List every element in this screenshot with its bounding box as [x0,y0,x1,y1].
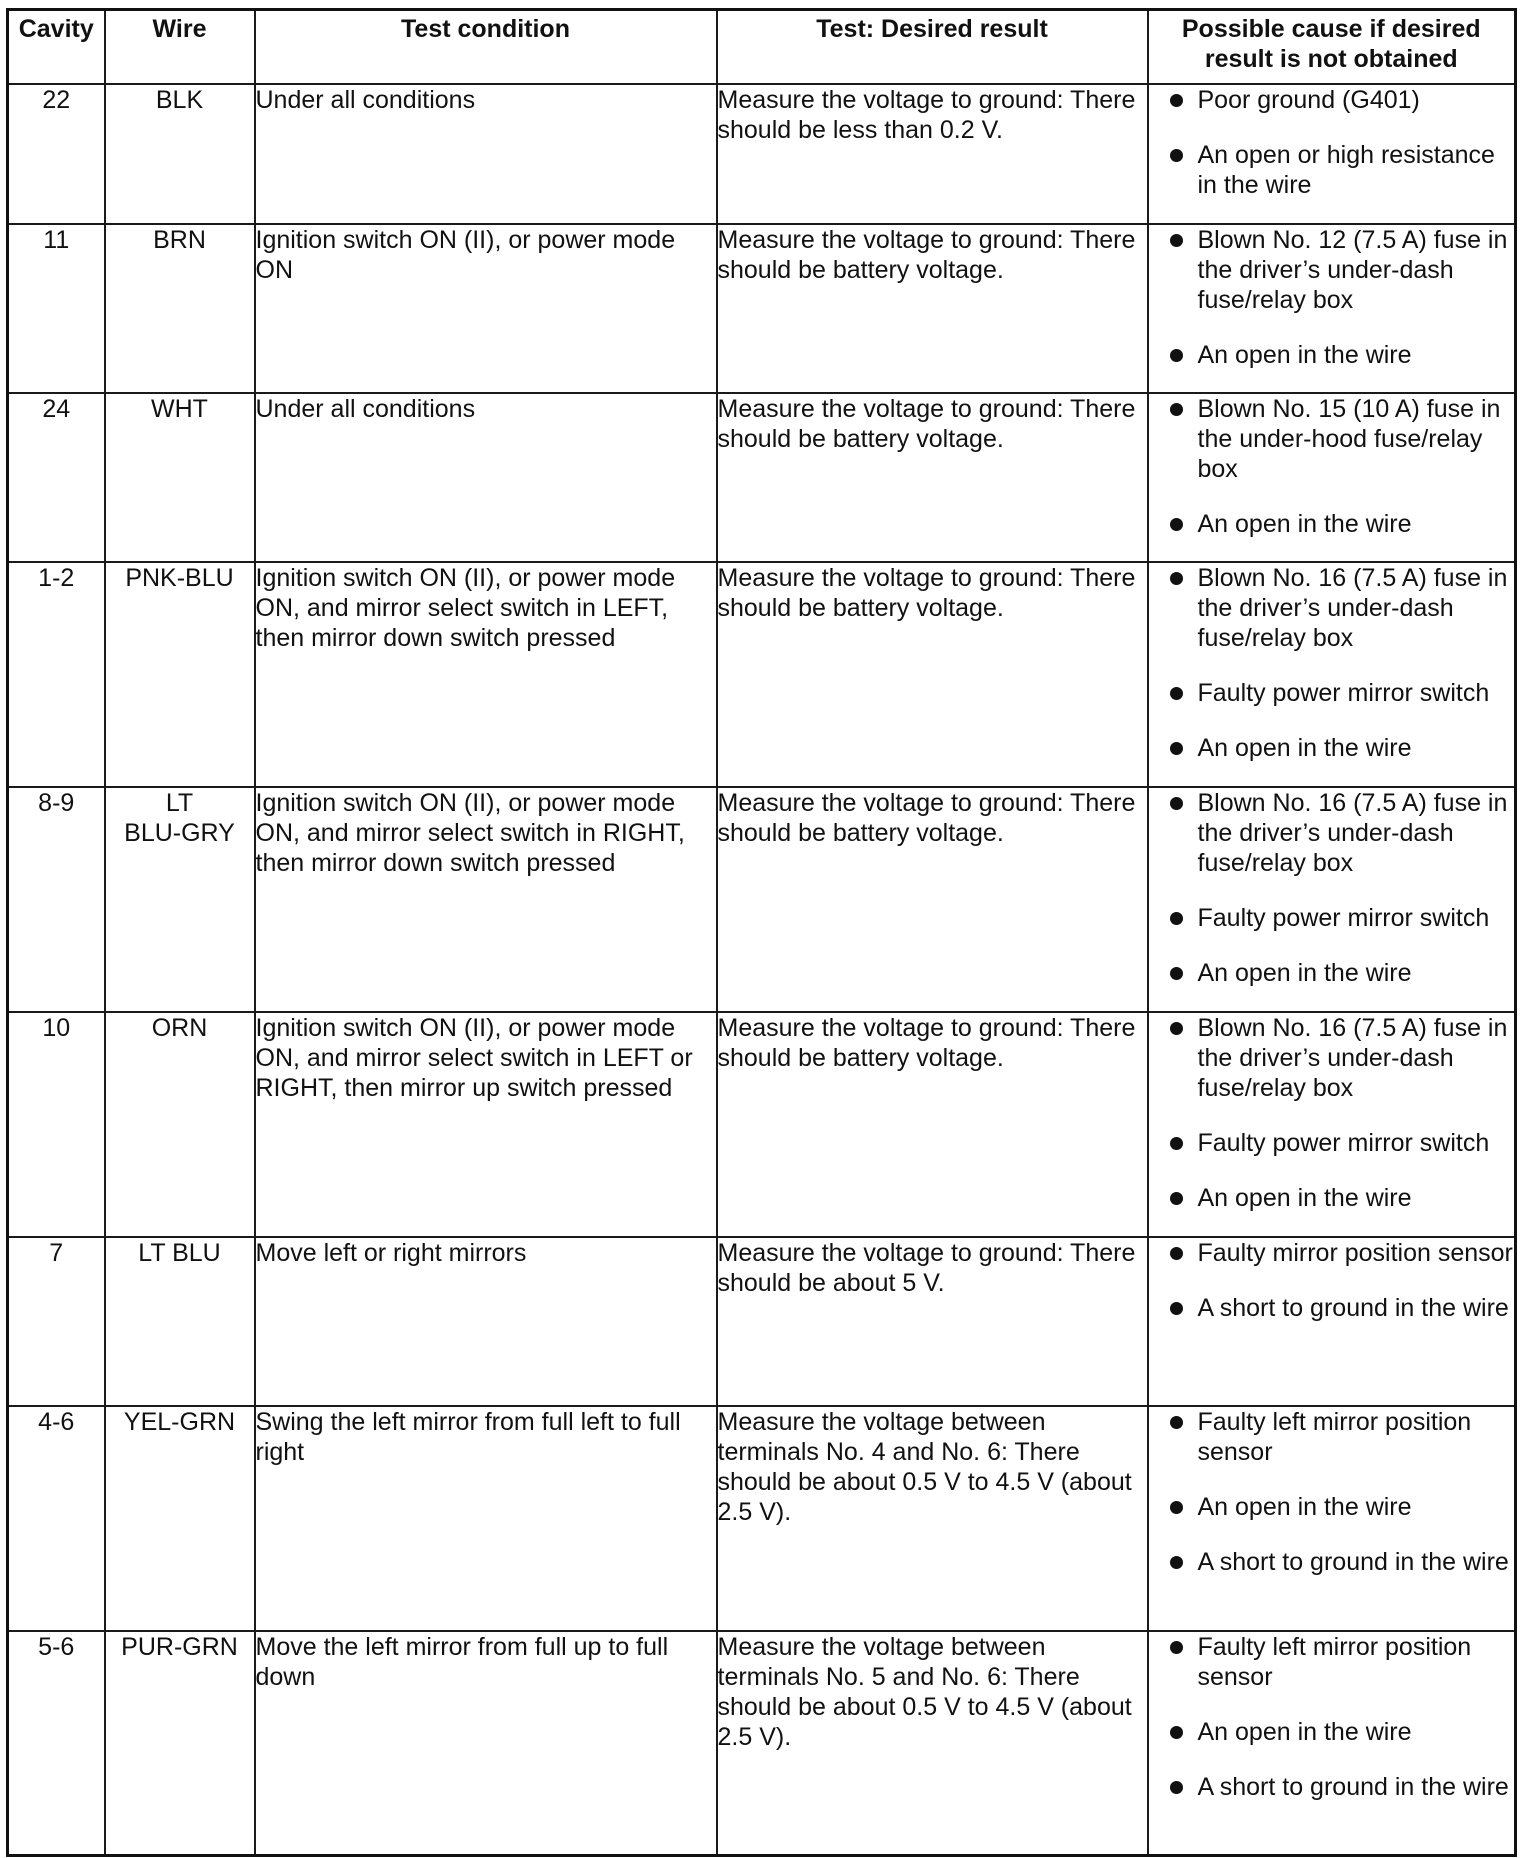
desired-result-cell: Measure the voltage to ground: There should be battery voltage. [717,787,1148,1012]
header-possible-cause: Possible cause if desired result is not obtained [1148,10,1516,84]
cause-item [1149,1293,1515,1323]
cavity-cell: 7 [8,1237,105,1406]
cause-item [1149,85,1515,115]
cause-item [1149,788,1515,878]
cause-list [1149,1013,1515,1213]
desired-result-cell: Measure the voltage to ground: There should be less than 0.2 V. [717,84,1148,224]
bullet-icon [1170,1022,1183,1035]
cause-text: An open in the wire [1197,509,1412,538]
table-row [8,787,1516,1012]
wire-color-label: ORN [151,1013,208,1042]
cause-text: An open or high resistance in the wire [1197,140,1495,199]
cavity-cell: 10 [8,1012,105,1237]
cause-list [1149,1632,1515,1802]
wire-color-label: YEL-GRN [123,1407,236,1436]
cause-text: Blown No. 16 (7.5 A) fuse in the driver’s under-dash fuse/relay box [1197,563,1508,652]
cause-text: A short to ground in the wire [1197,1772,1509,1801]
cause-item [1149,733,1515,763]
table-row [8,562,1516,787]
cavity-cell: 8-9 [8,787,105,1012]
test-condition-cell: Move left or right mirrors [255,1237,717,1406]
cause-list [1149,788,1515,988]
table-row [8,393,1516,562]
cause-text: Faulty power mirror switch [1197,903,1490,932]
header-cavity: Cavity [8,10,105,84]
cavity-cell: 4-6 [8,1406,105,1631]
cause-item [1149,340,1515,370]
wire-color-label: PUR-GRN [121,1632,238,1661]
bullet-icon [1170,1641,1183,1654]
wire-cell [105,787,255,1012]
bullet-icon [1170,687,1183,700]
cause-item [1149,678,1515,708]
cause-text: Faulty power mirror switch [1197,678,1490,707]
wire-cell [105,84,255,224]
bullet-icon [1170,967,1183,980]
possible-cause-cell [1148,562,1516,787]
cause-text: Blown No. 15 (10 A) fuse in the under-hood fuse/relay box [1197,394,1501,483]
cause-item [1149,225,1515,315]
desired-result-cell: Measure the voltage to ground: There should be battery voltage. [717,562,1148,787]
bullet-icon [1170,403,1183,416]
cause-item [1149,1238,1515,1268]
wire-color-label: PNK-BLU [125,563,234,592]
table-row [8,224,1516,393]
header-test-condition: Test condition [255,10,717,84]
wire-cell [105,1406,255,1631]
cause-list [1149,394,1515,539]
bullet-icon [1170,1247,1183,1260]
wire-color-label: BLU-GRY [124,818,235,847]
wire-color-label: BRN [153,225,206,254]
cause-item [1149,1632,1515,1692]
possible-cause-cell [1148,1012,1516,1237]
cause-list [1149,563,1515,763]
cause-item [1149,509,1515,539]
bullet-icon [1170,1726,1183,1739]
header-wire: Wire [105,10,255,84]
bullet-icon [1170,149,1183,162]
cause-text: An open in the wire [1197,1183,1412,1212]
wire-color-label: BLK [155,85,204,114]
diagnostic-table [6,8,1517,1857]
bullet-icon [1170,912,1183,925]
possible-cause-cell [1148,1237,1516,1406]
cause-item [1149,1772,1515,1802]
bullet-icon [1170,1501,1183,1514]
test-condition-cell: Under all conditions [255,393,717,562]
cause-list [1149,1238,1515,1323]
table-row [8,1012,1516,1237]
test-condition-cell: Ignition switch ON (II), or power mode ON, and mirror select switch in RIGHT, then mirror down switch pressed [255,787,717,1012]
cause-text: An open in the wire [1197,958,1412,987]
wire-color-label: LT BLU [138,1238,221,1267]
bullet-icon [1170,234,1183,247]
test-condition-cell: Ignition switch ON (II), or power mode ON, and mirror select switch in LEFT, then mirror down switch pressed [255,562,717,787]
bullet-icon [1170,572,1183,585]
wire-cell [105,224,255,393]
table-row [8,84,1516,224]
desired-result-cell: Measure the voltage between terminals No. 4 and No. 6: There should be about 0.5 V to 4.5 V (about 2.5 V). [717,1406,1148,1631]
cause-item [1149,1128,1515,1158]
test-condition-cell: Move the left mirror from full up to full down [255,1631,717,1856]
bullet-icon [1170,1192,1183,1205]
header-row [8,10,1516,84]
header-desired-result: Test: Desired result [717,10,1148,84]
cause-item [1149,958,1515,988]
bullet-icon [1170,349,1183,362]
wire-color-label: LT [165,788,194,817]
possible-cause-cell [1148,84,1516,224]
bullet-icon [1170,1302,1183,1315]
cause-list [1149,85,1515,200]
cause-text: An open in the wire [1197,1492,1412,1521]
cause-text: Faulty left mirror position sensor [1197,1632,1472,1691]
cause-text: Blown No. 12 (7.5 A) fuse in the driver’s under-dash fuse/relay box [1197,225,1508,314]
cause-item [1149,394,1515,484]
cause-item [1149,563,1515,653]
wire-cell [105,1237,255,1406]
cause-item [1149,1547,1515,1577]
cause-item [1149,140,1515,200]
cavity-cell: 22 [8,84,105,224]
cavity-cell: 5-6 [8,1631,105,1856]
desired-result-cell: Measure the voltage between terminals No. 5 and No. 6: There should be about 0.5 V to 4.5 V (about 2.5 V). [717,1631,1148,1856]
table-row [8,1406,1516,1631]
cause-text: Blown No. 16 (7.5 A) fuse in the driver’s under-dash fuse/relay box [1197,1013,1508,1102]
desired-result-cell: Measure the voltage to ground: There should be about 5 V. [717,1237,1148,1406]
bullet-icon [1170,94,1183,107]
test-condition-cell: Ignition switch ON (II), or power mode ON, and mirror select switch in LEFT or RIGHT, then mirror up switch pressed [255,1012,717,1237]
possible-cause-cell [1148,787,1516,1012]
bullet-icon [1170,1781,1183,1794]
cause-text: Faulty power mirror switch [1197,1128,1490,1157]
cavity-cell: 24 [8,393,105,562]
table-body [8,84,1516,1856]
test-condition-cell: Ignition switch ON (II), or power mode ON [255,224,717,393]
desired-result-cell: Measure the voltage to ground: There should be battery voltage. [717,224,1148,393]
cause-item [1149,903,1515,933]
cause-text: An open in the wire [1197,733,1412,762]
bullet-icon [1170,797,1183,810]
cause-item [1149,1183,1515,1213]
cause-text: A short to ground in the wire [1197,1547,1509,1576]
cause-item [1149,1717,1515,1747]
bullet-icon [1170,742,1183,755]
bullet-icon [1170,1416,1183,1429]
table-row [8,1631,1516,1856]
desired-result-cell: Measure the voltage to ground: There should be battery voltage. [717,393,1148,562]
cause-text: Faulty left mirror position sensor [1197,1407,1472,1466]
cavity-cell: 1-2 [8,562,105,787]
wire-cell [105,393,255,562]
possible-cause-cell [1148,1631,1516,1856]
cause-item [1149,1407,1515,1467]
cause-list [1149,225,1515,370]
bullet-icon [1170,518,1183,531]
possible-cause-cell [1148,393,1516,562]
bullet-icon [1170,1137,1183,1150]
cause-text: An open in the wire [1197,340,1412,369]
wire-cell [105,1631,255,1856]
cause-list [1149,1407,1515,1577]
table-row [8,1237,1516,1406]
wire-cell [105,1012,255,1237]
cause-item [1149,1013,1515,1103]
cause-item [1149,1492,1515,1522]
test-condition-cell: Under all conditions [255,84,717,224]
cause-text: A short to ground in the wire [1197,1293,1509,1322]
possible-cause-cell [1148,224,1516,393]
wire-cell [105,562,255,787]
cavity-cell: 11 [8,224,105,393]
bullet-icon [1170,1556,1183,1569]
desired-result-cell: Measure the voltage to ground: There should be battery voltage. [717,1012,1148,1237]
cause-text: Blown No. 16 (7.5 A) fuse in the driver’s under-dash fuse/relay box [1197,788,1508,877]
wire-color-label: WHT [151,394,208,423]
cause-text: Faulty mirror position sensor [1197,1238,1513,1267]
cause-text: An open in the wire [1197,1717,1412,1746]
possible-cause-cell [1148,1406,1516,1631]
test-condition-cell: Swing the left mirror from full left to full right [255,1406,717,1631]
cause-text: Poor ground (G401) [1197,85,1420,114]
